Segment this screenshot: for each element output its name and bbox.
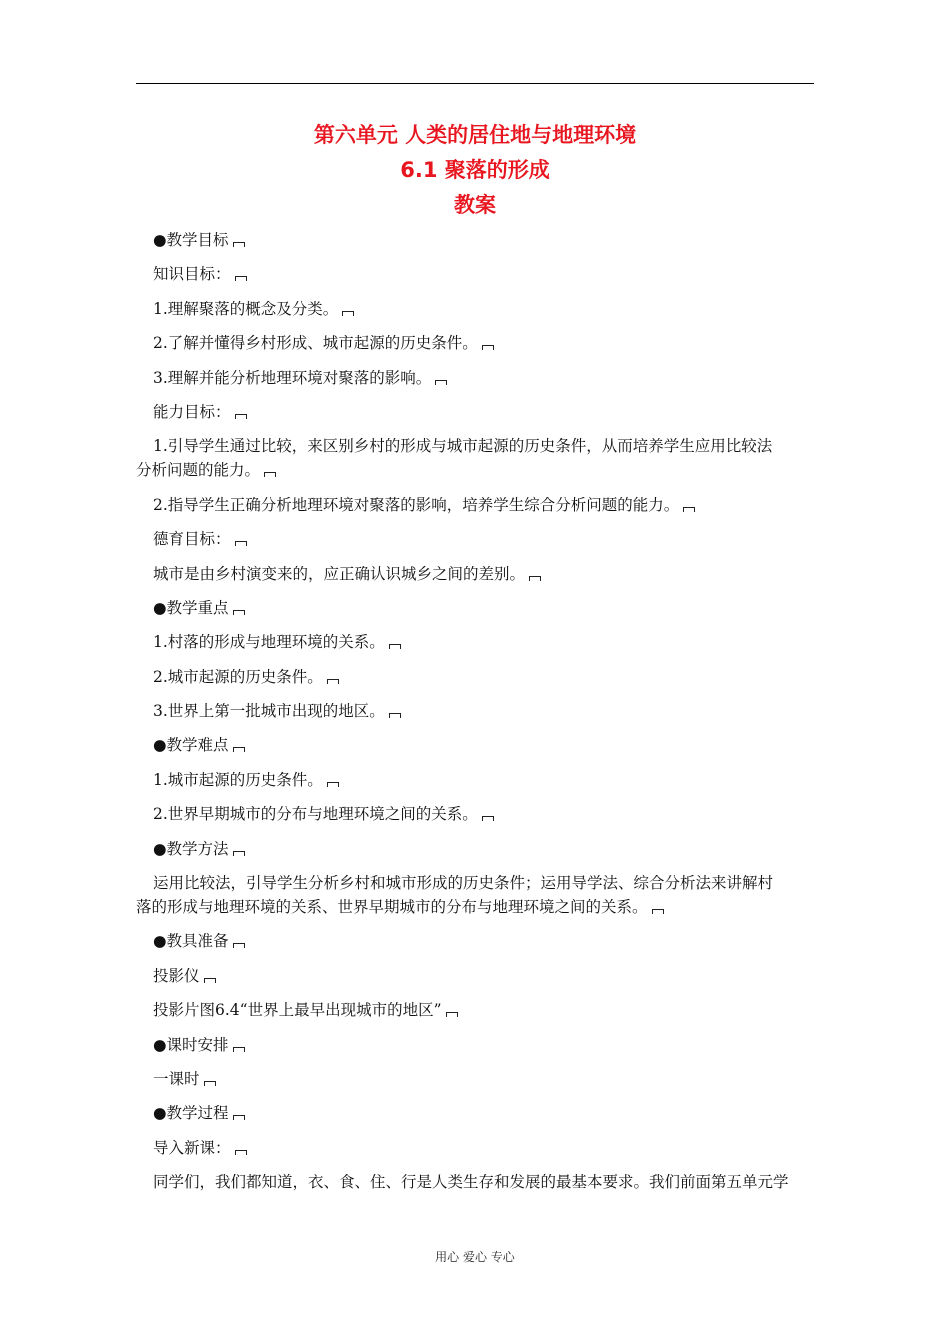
content-line-text: 导入新课： [153, 1138, 231, 1157]
content-line-text: 能力目标： [153, 402, 231, 421]
content-line-text: 1.村落的形成与地理环境的关系。 [153, 633, 385, 652]
content-line-text: 2.城市起源的历史条件。 [153, 667, 323, 686]
paragraph-row-text: 运用比较法，引导学生分析乡村和城市形成的历史条件；运用导学法、综合分析法来讲解村 [153, 874, 774, 893]
content-line [136, 628, 816, 662]
paragraph-mark-icon [233, 747, 245, 752]
content-line [136, 1065, 816, 1099]
paragraph-mark-icon [389, 644, 401, 649]
content-line-text: 3.世界上第一批城市出现的地区。 [153, 702, 385, 721]
paragraph-row-text: 1.引导学生通过比较，来区别乡村的形成与城市起源的历史条件，从而培养学生应用比较法 [153, 437, 773, 456]
content-line [136, 927, 816, 961]
paragraph-mark-icon [446, 1012, 458, 1017]
content-line [136, 1134, 816, 1168]
content-line-text: 1.城市起源的历史条件。 [153, 770, 323, 789]
paragraph-mark-icon [327, 782, 339, 787]
paragraph-mark-icon [342, 311, 354, 316]
paragraph-mark-icon [233, 242, 245, 247]
content-line-text: ●教学目标 [153, 231, 229, 249]
content-line [136, 731, 816, 765]
paragraph-mark-icon [652, 909, 664, 914]
content-line [136, 560, 816, 594]
lesson-plan-body [136, 226, 816, 1203]
content-line-text: 同学们，我们都知道，衣、食、住、行是人类生存和发展的最基本要求。我们前面第五单元学 [153, 1173, 789, 1192]
paragraph-mark-icon [264, 472, 276, 477]
paragraph-mark-icon [233, 851, 245, 856]
page-footer: 用心 爱心 专心 [435, 1250, 515, 1264]
content-line-text: ●教学方法 [153, 839, 229, 858]
content-paragraph [136, 434, 816, 482]
content-line [136, 260, 816, 294]
header-rule [136, 83, 814, 84]
content-line [136, 996, 816, 1030]
paragraph-row [136, 871, 816, 895]
paragraph-row [136, 458, 816, 482]
content-line [136, 1031, 816, 1065]
content-line-text: 2.了解并懂得乡村形成、城市起源的历史条件。 [153, 334, 478, 353]
paragraph-mark-icon [389, 713, 401, 718]
content-line-text: 投影片图6.4“世界上最早出现城市的地区” [153, 1001, 442, 1020]
content-line [136, 835, 816, 869]
content-line-text: 德育目标： [153, 530, 231, 549]
paragraph-mark-icon [482, 816, 494, 821]
content-line-text: ●教学重点 [153, 598, 229, 617]
section-title: 6.1 聚落的形成 [400, 158, 550, 182]
content-line-text: 2.世界早期城市的分布与地理环境之间的关系。 [153, 805, 478, 824]
content-line-text: ●教学过程 [153, 1104, 229, 1123]
content-line [136, 491, 816, 525]
paragraph-mark-icon [233, 943, 245, 948]
content-line-text: ●教学难点 [153, 736, 229, 755]
content-line-text: 3.理解并能分析地理环境对聚落的影响。 [153, 368, 432, 387]
content-line [136, 1099, 816, 1133]
title-block [136, 118, 814, 223]
paragraph-mark-icon [233, 610, 245, 615]
content-line [136, 364, 816, 398]
doc-type-title: 教案 [454, 193, 496, 217]
paragraph-mark-icon [435, 380, 447, 385]
content-line-text: ●课时安排 [153, 1035, 229, 1054]
content-line [136, 594, 816, 628]
content-line [136, 1168, 816, 1202]
content-line [136, 663, 816, 697]
content-line [136, 295, 816, 329]
paragraph-mark-icon [233, 1115, 245, 1120]
content-line [136, 800, 816, 834]
paragraph-mark-icon [235, 1150, 247, 1155]
content-paragraph [136, 871, 816, 919]
content-line [136, 329, 816, 363]
paragraph-mark-icon [204, 978, 216, 983]
paragraph-mark-icon [529, 576, 541, 581]
paragraph-row-text: 落的形成与地理环境的关系、世界早期城市的分布与地理环境之间的关系。 [136, 898, 648, 917]
paragraph-mark-icon [235, 541, 247, 546]
paragraph-mark-icon [683, 507, 695, 512]
paragraph-mark-icon [327, 679, 339, 684]
paragraph-mark-icon [235, 276, 247, 281]
content-line-text: 知识目标： [153, 265, 231, 284]
content-line-text: 一课时 [153, 1069, 200, 1088]
unit-title: 第六单元 人类的居住地与地理环境 [313, 123, 637, 147]
content-line [136, 398, 816, 432]
content-line-text: 城市是由乡村演变来的，应正确认识城乡之间的差别。 [153, 564, 526, 583]
paragraph-mark-icon [482, 345, 494, 350]
content-line [136, 766, 816, 800]
paragraph-row [136, 895, 816, 919]
content-line-text: 投影仪 [153, 966, 200, 985]
content-line-text: ●教具准备 [153, 932, 229, 951]
paragraph-mark-icon [233, 1047, 245, 1052]
paragraph-row [136, 434, 816, 458]
paragraph-row-text: 分析问题的能力。 [136, 461, 261, 480]
content-line [136, 226, 816, 260]
content-line-text: 2.指导学生正确分析地理环境对聚落的影响，培养学生综合分析问题的能力。 [153, 495, 680, 514]
content-line [136, 697, 816, 731]
content-line-text: 1.理解聚落的概念及分类。 [153, 299, 339, 318]
paragraph-mark-icon [204, 1081, 216, 1086]
content-line [136, 962, 816, 996]
paragraph-mark-icon [235, 414, 247, 419]
content-line [136, 525, 816, 559]
